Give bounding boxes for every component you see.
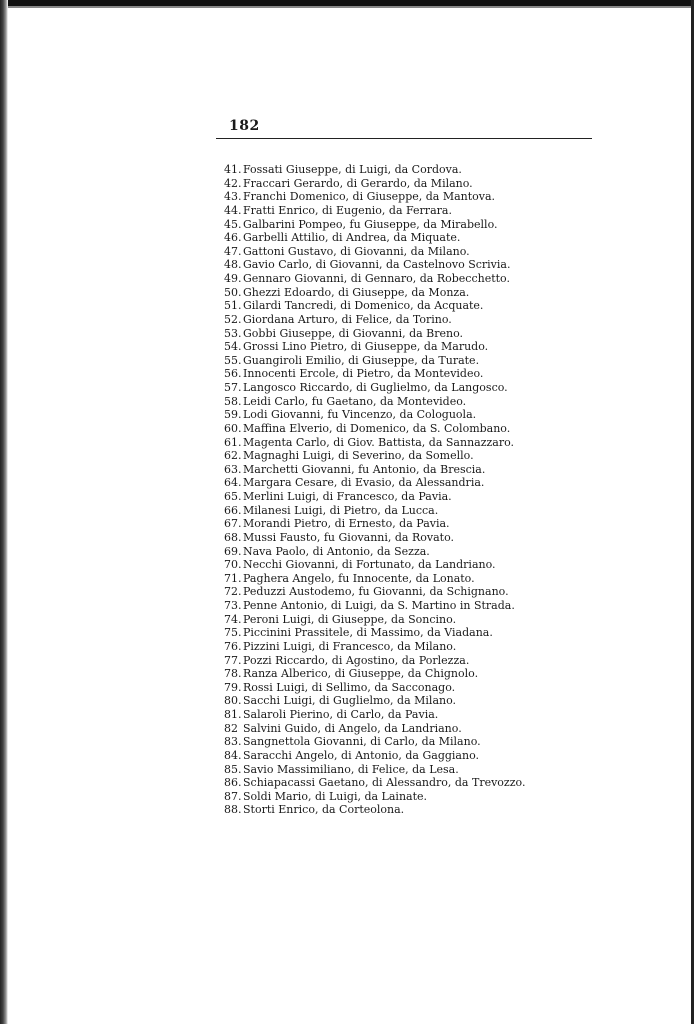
list-item [224,422,525,436]
entry-text: Langosco Riccardo, di Guglielmo, da Langosco. [243,381,508,394]
entry-text: Gennaro Giovanni, di Gennaro, da Robecchetto. [243,272,510,285]
list-item [224,708,525,722]
list-item [224,667,525,681]
entry-text: Morandi Pietro, di Ernesto, da Pavia. [243,517,450,531]
entry-text: Gilardi Tancredi, di Domenico, da Acquate. [243,299,484,313]
list-item [224,190,525,204]
list-item [224,218,525,232]
entry-text: Mussi Fausto, fu Giovanni, da Rovato. [243,530,455,544]
entry-text: Pizzini Luigi, di Francesco, da Milano. [243,639,457,653]
list-item [224,408,525,422]
list-item [224,654,525,668]
list-item [224,517,525,531]
entry-text: Ghezzi Edoardo, di Giuseppe, da Monza. [243,285,470,299]
list-item [224,626,525,640]
entry-text: Milanesi Luigi, di Pietro, da Lucca. [243,503,439,517]
entry-text: Ranza Alberico, di Giuseppe, da Chignolo. [243,667,479,681]
entry-text: Rossi Luigi, di Sellimo, da Sacconago. [243,680,456,694]
entry-text: Necchi Giovanni, di Fortunato, da Landriano. [243,558,496,572]
entry-text: Guangiroli Emilio, di Giuseppe, da Turate. [243,353,480,367]
list-item [224,722,525,736]
entry-text: Nava Paolo, di Antonio, da Sezza. [243,544,430,558]
entry-number: 65. [224,490,242,503]
entry-list [224,163,525,817]
entry-number: 48. [224,258,242,272]
entry-number: 78. [224,667,242,681]
entry-text: Savio Massimiliano, di Felice, da Lesa. [243,762,459,776]
entry-text: Margara Cesare, di Evasio, da Alessandria. [243,476,485,490]
entry-text: Fratti Enrico, di Eugenio, da Ferrara. [243,203,452,217]
entry-text: Piccinini Prassitele, di Massimo, da Viadana. [243,626,493,640]
entry-text: Gobbi Giuseppe, di Giovanni, da Breno. [243,326,464,340]
entry-number: 50. [224,285,242,299]
entry-number: 67. [224,517,242,531]
list-item [224,381,525,395]
list-item [224,803,525,817]
entry-number: 72. [224,585,242,599]
entry-number: 85. [224,762,242,776]
entry-number: 77. [224,653,242,667]
entry-number: 61. [224,435,242,449]
entry-text: Gavio Carlo, di Giovanni, da Castelnovo Scrivia. [243,258,511,272]
entry-number: 86. [224,776,242,790]
list-item [224,463,525,477]
entry-number: 75. [224,626,242,640]
entry-text: Schiapacassi Gaetano, di Alessandro, da Trevozzo. [243,776,526,790]
entry-number: 87. [224,789,242,803]
entry-number: 80. [224,694,242,708]
entry-text: Grossi Lino Pietro, di Giuseppe, da Marudo. [243,340,489,354]
list-item [224,395,525,409]
list-item [224,449,525,463]
entry-number: 62. [224,449,242,463]
entry-text: Penne Antonio, di Luigi, da S. Martino in Strada. [243,599,515,612]
entry-number: 71. [224,571,242,585]
entry-number: 53. [224,326,242,340]
entry-number: 70. [224,558,242,572]
entry-text: Leidi Carlo, fu Gaetano, da Montevideo. [243,394,467,408]
list-item [224,572,525,586]
entry-text: Galbarini Pompeo, fu Giuseppe, da Mirabello. [243,217,498,231]
entry-text: Saracchi Angelo, di Antonio, da Gaggiano. [243,748,480,762]
entry-text: Lodi Giovanni, fu Vincenzo, da Cologuola. [243,408,477,422]
entry-number: 63. [224,462,242,476]
entry-number: 82 [224,721,238,735]
entry-number: 73. [224,599,242,612]
list-item [224,245,525,259]
list-item [224,258,525,272]
entry-number: 42. [224,176,242,190]
entry-text: Merlini Luigi, di Francesco, da Pavia. [243,490,452,503]
entry-text: Innocenti Ercole, di Pietro, da Montevideo. [243,367,484,381]
entry-number: 54. [224,340,242,354]
entry-text: Peduzzi Austodemo, fu Giovanni, da Schignano. [243,585,509,599]
entry-number: 44. [224,203,242,217]
entry-text: Sangnettola Giovanni, di Carlo, da Milano. [243,735,481,749]
list-item [224,231,525,245]
list-item [224,354,525,368]
entry-number: 64. [224,476,242,490]
entry-text: Giordana Arturo, di Felice, da Torino. [243,312,452,326]
entry-number: 81. [224,708,242,721]
entry-text: Sacchi Luigi, di Guglielmo, da Milano. [243,694,457,708]
list-item [224,558,525,572]
list-item [224,694,525,708]
list-item [224,681,525,695]
entry-text: Fossati Giuseppe, di Luigi, da Cordova. [243,163,462,176]
list-item [224,476,525,490]
entry-number: 76. [224,639,242,653]
entry-number: 52. [224,312,242,326]
entry-number: 57. [224,381,242,394]
entry-number: 46. [224,231,242,245]
list-item [224,640,525,654]
list-item [224,545,525,559]
list-item [224,599,525,613]
list-item [224,177,525,191]
scan-border-left [0,0,8,1024]
entry-text: Pozzi Riccardo, di Agostino, da Porlezza. [243,653,470,667]
list-item [224,163,525,177]
list-item [224,340,525,354]
entry-number: 51. [224,299,242,313]
entry-text: Salvini Guido, di Angelo, da Landriano. [243,721,462,735]
entry-text: Magnaghi Luigi, di Severino, da Somello. [243,449,474,463]
list-item [224,749,525,763]
entry-text: Paghera Angelo, fu Innocente, da Lonato. [243,571,475,585]
entry-text: Marchetti Giovanni, fu Antonio, da Brescia. [243,462,486,476]
entry-number: 84. [224,748,242,762]
entry-number: 66. [224,503,242,517]
list-item [224,504,525,518]
list-item [224,531,525,545]
list-item [224,436,525,450]
entry-text: Maffina Elverio, di Domenico, da S. Colombano. [243,421,511,435]
entry-number: 59. [224,408,242,422]
entry-number: 68. [224,530,242,544]
list-item [224,763,525,777]
entry-text: Magenta Carlo, di Giov. Battista, da Sannazzaro. [243,435,515,449]
list-item [224,367,525,381]
header-rule [216,138,592,139]
list-item [224,313,525,327]
entry-number: 58. [224,394,242,408]
entry-number: 45. [224,217,242,231]
entry-text: Garbelli Attilio, di Andrea, da Miquate. [243,231,461,245]
scan-border-top-shadow [0,6,694,8]
entry-number: 55. [224,353,242,367]
entry-number: 56. [224,367,242,381]
list-item [224,204,525,218]
list-item [224,776,525,790]
entry-text: Gattoni Gustavo, di Giovanni, da Milano. [243,244,470,258]
entry-number: 41. [224,163,242,176]
list-item [224,490,525,504]
entry-text: Salaroli Pierino, di Carlo, da Pavia. [243,708,439,721]
entry-text: Storti Enrico, da Corteolona. [243,803,405,817]
list-item [224,790,525,804]
entry-number: 74. [224,612,242,626]
list-item [224,299,525,313]
list-item [224,286,525,300]
page-number: 182 [229,118,260,134]
entry-number: 60. [224,421,242,435]
list-item [224,272,525,286]
list-item [224,327,525,341]
entry-number: 43. [224,190,242,204]
entry-number: 47. [224,244,242,258]
list-item [224,585,525,599]
entry-text: Fraccari Gerardo, di Gerardo, da Milano. [243,176,473,190]
entry-number: 88. [224,803,242,817]
entry-text: Soldi Mario, di Luigi, da Lainate. [243,789,428,803]
entry-number: 79. [224,680,242,694]
entry-number: 49. [224,272,242,285]
list-item [224,735,525,749]
entry-text: Peroni Luigi, di Giuseppe, da Soncino. [243,612,457,626]
entry-text: Franchi Domenico, di Giuseppe, da Mantova. [243,190,496,204]
entry-number: 69. [224,544,242,558]
list-item [224,613,525,627]
entry-number: 83. [224,735,242,749]
